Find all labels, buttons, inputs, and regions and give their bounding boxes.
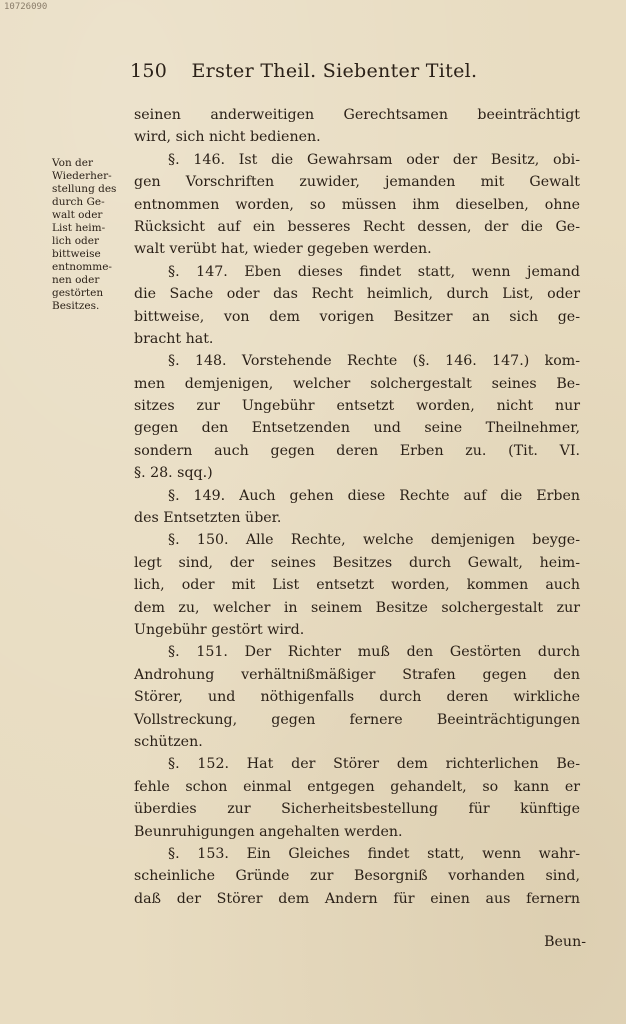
text-line: §. 146. Ist die Gewahrsam oder der Besitz, obi- bbox=[168, 151, 580, 168]
marginal-note-line: Besitzes. bbox=[52, 300, 100, 312]
text-line: des Entsetzten über. bbox=[134, 510, 282, 527]
marginal-note-line: stellung des bbox=[52, 183, 117, 195]
catchword: Beun- bbox=[544, 934, 586, 950]
text-line: Rücksicht auf ein besseres Recht dessen, der die Ge- bbox=[134, 218, 580, 235]
text-line: men demjenigen, welcher solchergestalt seines Be- bbox=[134, 375, 580, 392]
text-line: sondern auch gegen deren Erben zu. (Tit. VI. bbox=[134, 442, 580, 459]
text-line: §. 150. Alle Rechte, welche demjenigen beyge- bbox=[168, 532, 580, 549]
marginal-note-line: lich oder bbox=[52, 235, 99, 247]
text-line: die Sache oder das Recht heimlich, durch List, oder bbox=[134, 286, 580, 303]
text-line: gegen den Entsetzenden und seine Theilnehmer, bbox=[134, 420, 580, 437]
marginal-note-line: Von der bbox=[52, 157, 93, 169]
marginal-note-line: List heim- bbox=[52, 222, 106, 234]
text-line: überdies zur Sicherheitsbestellung für künftige bbox=[134, 801, 580, 818]
text-line: dem zu, welcher in seinem Besitze solchergestalt zur bbox=[134, 599, 580, 616]
text-line: bracht hat. bbox=[134, 330, 214, 347]
text-line: gen Vorschriften zuwider, jemanden mit Gewalt bbox=[134, 174, 580, 191]
text-line: Ungebühr gestört wird. bbox=[134, 621, 305, 638]
text-line: §. 147. Eben dieses findet statt, wenn jemand bbox=[168, 263, 580, 280]
marginal-note-line: durch Ge- bbox=[52, 196, 105, 208]
text-line: wird, sich nicht bedienen. bbox=[134, 129, 321, 146]
running-header bbox=[130, 60, 610, 90]
catalog-stamp: 10726090 bbox=[4, 2, 48, 12]
marginal-note-line: bittweise bbox=[52, 248, 101, 260]
text-line: fehle schon einmal entgegen gehandelt, so kann er bbox=[134, 778, 580, 795]
marginal-note bbox=[52, 157, 122, 313]
text-line: §. 153. Ein Gleiches findet statt, wenn wahr- bbox=[168, 845, 580, 862]
text-line: Beunruhigungen angehalten werden. bbox=[134, 823, 403, 840]
text-line: Störer, und nöthigenfalls durch deren wirkliche bbox=[134, 689, 580, 706]
text-line: Vollstreckung, gegen fernere Beeinträchtigungen bbox=[134, 711, 580, 728]
marginal-note-line: entnomme- bbox=[52, 261, 112, 273]
text-line: §. 152. Hat der Störer dem richterlichen Be- bbox=[168, 756, 580, 773]
text-line: §. 148. Vorstehende Rechte (§. 146. 147.) kom- bbox=[168, 353, 580, 370]
text-line: seinen anderweitigen Gerechtsamen beeinträchtigt bbox=[134, 107, 580, 123]
text-line: Androhung verhältnißmäßiger Strafen gegen den bbox=[134, 666, 580, 683]
text-line: §. 149. Auch gehen diese Rechte auf die Erben bbox=[168, 487, 580, 504]
text-line: schützen. bbox=[134, 733, 203, 750]
marginal-note-line: nen oder bbox=[52, 274, 100, 286]
text-line: bittweise, von dem vorigen Besitzer an sich ge- bbox=[134, 308, 580, 325]
text-line: legt sind, der seines Besitzes durch Gewalt, heim- bbox=[134, 554, 580, 571]
text-line: entnommen worden, so müssen ihm dieselben, ohne bbox=[134, 196, 580, 213]
text-line: walt verübt hat, wieder gegeben werden. bbox=[134, 241, 432, 258]
text-line: scheinliche Gründe zur Besorgniß vorhanden sind, bbox=[134, 868, 580, 885]
marginal-note-line: walt oder bbox=[52, 209, 103, 221]
marginal-note-line: gestörten bbox=[52, 287, 104, 299]
text-line: sitzes zur Ungebühr entsetzt worden, nicht nur bbox=[134, 398, 580, 415]
text-line: §. 28. sqq.) bbox=[134, 465, 213, 482]
marginal-note-line: Wiederher- bbox=[52, 170, 112, 182]
text-line: daß der Störer dem Andern für einen aus fernern bbox=[134, 890, 580, 907]
text-line: lich, oder mit List entsetzt worden, kommen auch bbox=[134, 577, 580, 594]
text-line: §. 151. Der Richter muß den Gestörten durch bbox=[168, 644, 580, 661]
running-title: Erster Theil. Siebenter Titel. bbox=[191, 60, 478, 82]
page-number: 150 bbox=[130, 60, 168, 82]
body-text bbox=[134, 104, 580, 910]
